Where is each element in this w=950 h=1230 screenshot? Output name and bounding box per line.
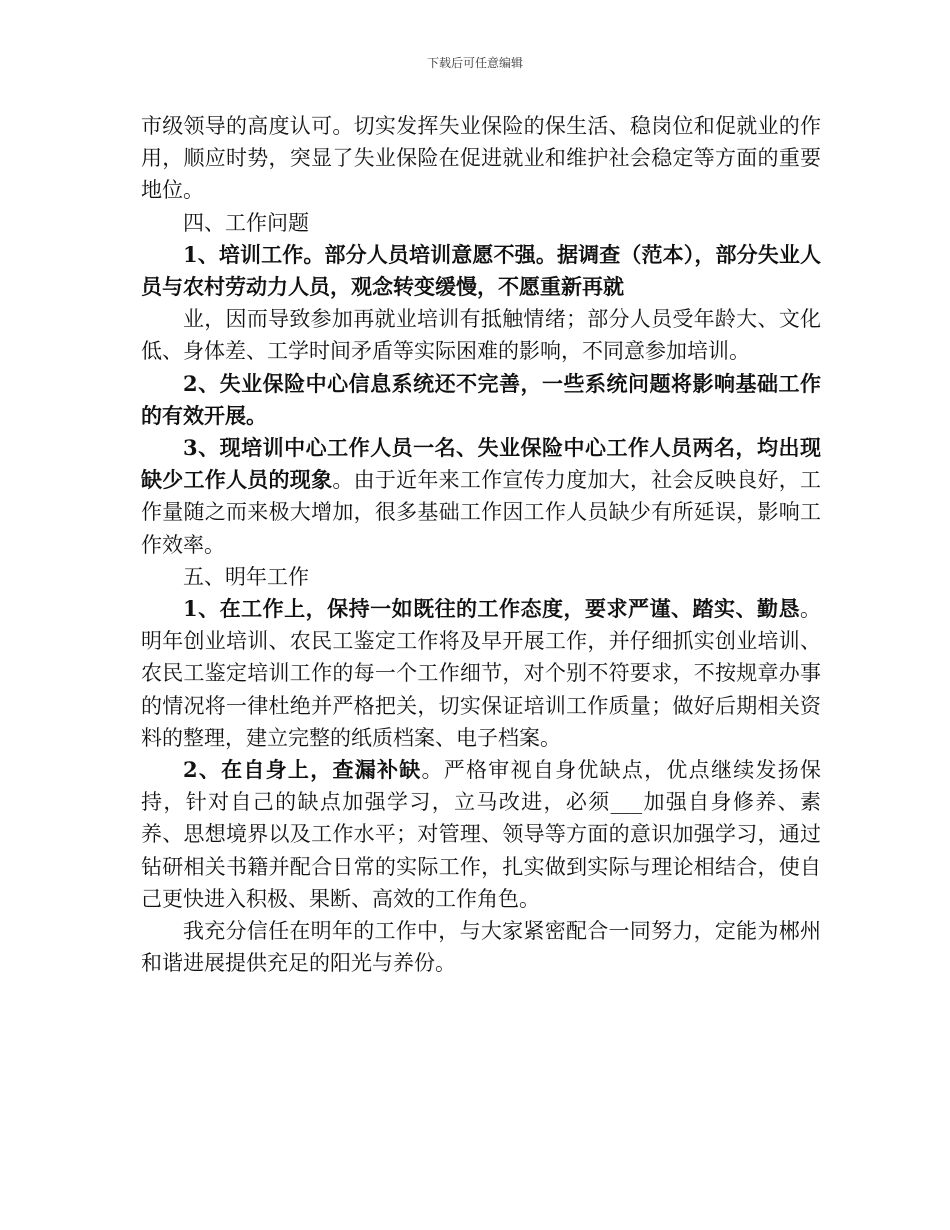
paragraph-problem-2 [141,368,821,432]
section-heading-next-year: 五、明年工作 [183,564,309,589]
paragraph-problem-3-body: 。由于近年来工作宣传力度加大，社会反映良好，工作量随之而来极大增加，很多基础工作因工作人员缺少有所延误，影响工作效率。 [141,468,822,557]
paragraph-plan-1 [141,593,821,754]
paragraph-problem-3 [141,432,821,561]
paragraph-problem-3-lead: 3、现培训中心工作人员一名、失业保险中心工作人员两名，均出现缺少工作人员的现象 [141,435,821,493]
page-header: 下载后可任意编辑 [426,56,523,70]
section-heading-problems: 四、工作问题 [183,210,309,235]
paragraph-plan-1-body: 。明年创业培训、农民工鉴定工作将及早开展工作，并仔细抓实创业培训、农民工鉴定培训工作的每一个工作细节，对个别不符要求，不按规章办事的情况将一律杜绝并严格把关，切实保证培训工作质量；做好后期相关资料的整理，建立完整的纸质档案、电子档案。 [141,597,821,750]
document-body [141,110,821,979]
paragraph-problem-1-lead: 1、培训工作。部分人员培训意愿不强。据调查（范本），部分失业人员与农村劳动力人员，观念转变缓慢，不愿重新再就 [141,241,821,300]
paragraph-plan-2-lead: 2、在自身上，查漏补缺 [183,757,422,783]
paragraph-problem-2-lead: 2、失业保险中心信息系统还不完善，一些系统问题将影响基础工作的有效开展。 [141,370,821,428]
paragraph-plan-2 [141,754,821,915]
paragraph-plan-1-lead: 1、在工作上，保持一如既往的工作态度，要求严谨、踏实、勤恳 [183,596,800,622]
paragraph-plan-2-body: 。严格审视自身优缺点，优点继续发扬保持，针对自己的缺点加强学习，立马改进，必须___加强自身修养、素养、思想境界以及工作水平；对管理、领导等方面的意识加强学习，通过钻研相关书籍并配合日常的实际工作，扎实做到实际与理论相结合，使自己更快进入积极、果断、高效的工作角色。 [141,758,821,911]
paragraph-intro: 市级领导的高度认可。切实发挥失业保险的保生活、稳岗位和促就业的作用，顺应时势，突显了失业保险在促进就业和维护社会稳定等方面的重要地位。 [141,114,821,203]
paragraph-problem-1-continued: 业，因而导致参加再就业培训有抵触情绪；部分人员受年龄大、文化低、身体差、工学时间矛盾等实际困难的影响，不同意参加培训。 [141,307,821,364]
paragraph-closing: 我充分信任在明年的工作中，与大家紧密配合一同努力，定能为郴州和谐进展提供充足的阳光与养份。 [141,919,821,976]
paragraph-problem-1 [141,239,821,303]
